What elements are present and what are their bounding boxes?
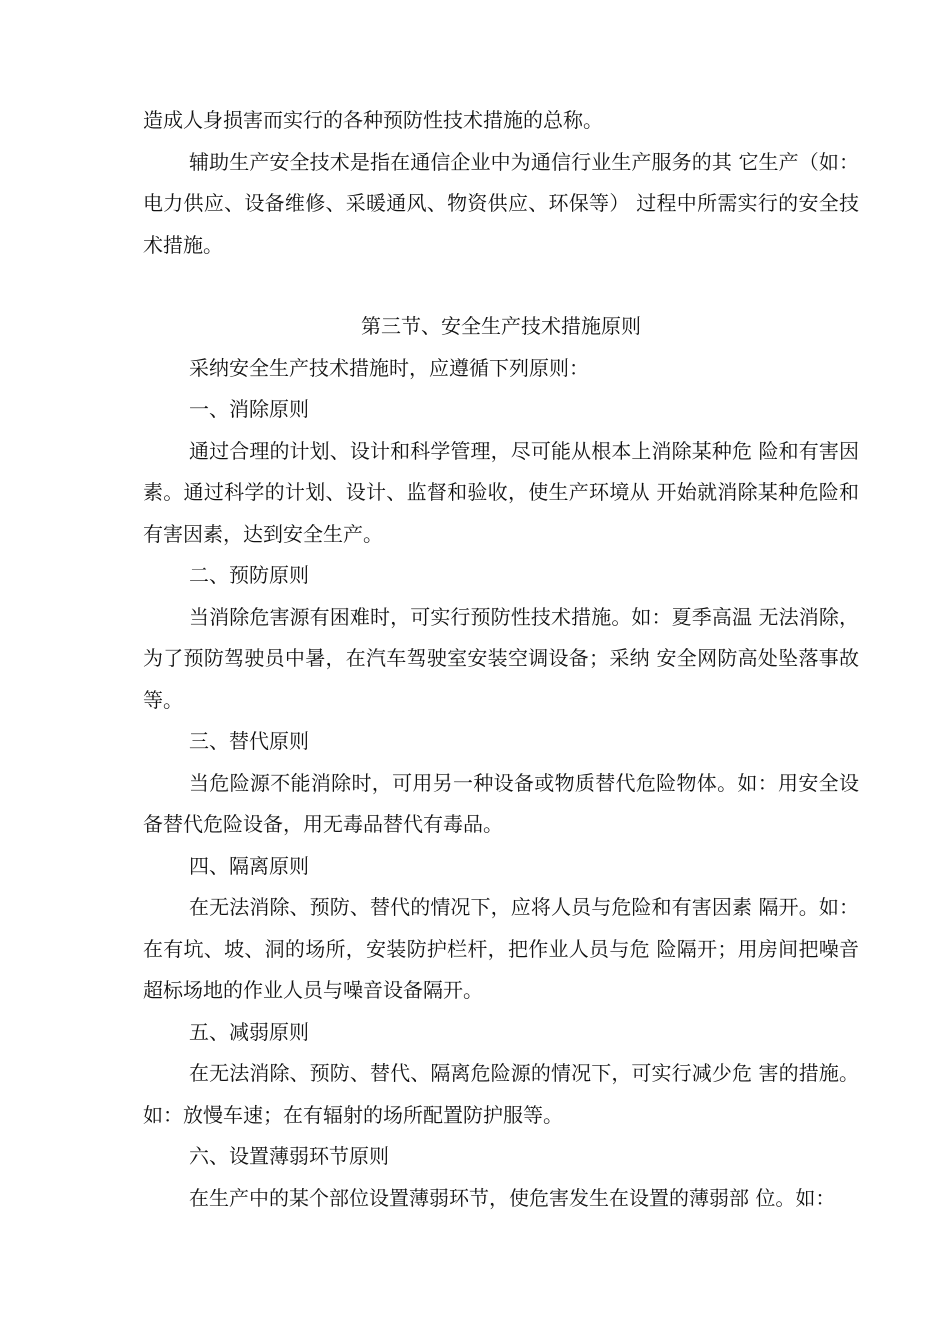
principle-body-reduce: 在无法消除、预防、替代、隔离危险源的情况下，可实行减少危 害的措施。如：放慢车速；在有辐射的场所配置防护服等。 xyxy=(143,1061,859,1127)
principle-heading-substitute: 三、替代原则 xyxy=(189,729,309,753)
principle-body-prevent: 当消除危害源有困难时，可实行预防性技术措施。如：夏季高温 无法消除，为了预防驾驶员中暑，在汽车驾驶室安装空调设备；采纳 安全网防高处坠落事故等。 xyxy=(143,604,859,712)
paragraph-auxiliary-safety: 辅助生产安全技术是指在通信企业中为通信行业生产服务的其 它生产（如：电力供应、设备维修、采暖通风、物资供应、环保等） 过程中所需实行的安全技术措施。 xyxy=(143,149,859,257)
principle-heading-isolate: 四、隔离原则 xyxy=(189,853,309,878)
principle-body-substitute: 当危险源不能消除时，可用另一种设备或物质替代危险物体。如：用安全设备替代危险设备，用无毒品替代有毒品。 xyxy=(143,770,859,836)
section-title: 第三节、安全生产技术措施原则 xyxy=(361,314,641,338)
principle-body-weak-link: 在生产中的某个部位设置薄弱环节，使危害发生在设置的薄弱部 位。如： xyxy=(189,1185,836,1210)
principle-heading-prevent: 二、预防原则 xyxy=(189,563,309,587)
document-page xyxy=(143,100,859,1219)
paragraph-intro-continued: 造成人身损害而实行的各种预防性技术措施的总称。 xyxy=(143,108,603,132)
principle-heading-eliminate: 一、消除原则 xyxy=(189,397,309,421)
principle-heading-weak-link: 六、设置薄弱环节原则 xyxy=(189,1144,389,1168)
principle-heading-reduce: 五、减弱原则 xyxy=(189,1019,309,1044)
principle-body-eliminate: 通过合理的计划、设计和科学管理，尽可能从根本上消除某种危 险和有害因素。通过科学的计划、设计、监督和验收，使生产环境从 开始就消除某种危险和有害因素，达到安全生产。 xyxy=(143,438,859,546)
paragraph-lead: 采纳安全生产技术措施时，应遵循下列原则： xyxy=(189,355,589,380)
principle-body-isolate: 在无法消除、预防、替代的情况下，应将人员与危险和有害因素 隔开。如：在有坑、坡、洞的场所，安装防护栏杆，把作业人员与危 险隔开；用房间把噪音超标场地的作业人员与噪音设备隔开。 xyxy=(143,895,859,1002)
